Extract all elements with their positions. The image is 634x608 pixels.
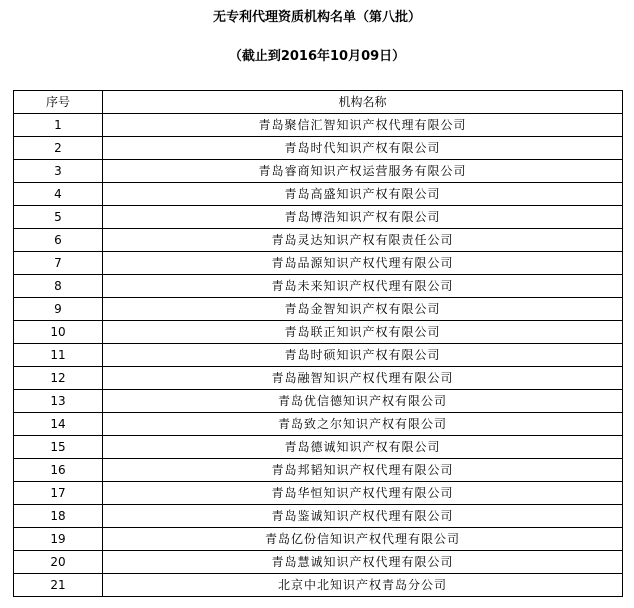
row-index: 7 <box>14 252 103 275</box>
table-row <box>14 459 623 482</box>
table-header-row <box>14 91 623 114</box>
row-org-name: 青岛华恒知识产权代理有限公司 <box>103 482 623 505</box>
row-org-name: 青岛时代知识产权有限公司 <box>103 137 623 160</box>
row-org-name: 青岛灵达知识产权有限责任公司 <box>103 229 623 252</box>
document-title: 无专利代理资质机构名单（第八批） <box>212 10 421 25</box>
row-index: 4 <box>14 183 103 206</box>
document-subtitle: （截止到2016年10月09日） <box>228 49 406 64</box>
table-row <box>14 229 623 252</box>
table-row <box>14 390 623 413</box>
header-index: 序号 <box>14 91 103 114</box>
row-org-name: 青岛高盛知识产权有限公司 <box>103 183 623 206</box>
row-index: 2 <box>14 137 103 160</box>
row-org-name: 青岛未来知识产权代理有限公司 <box>103 275 623 298</box>
row-index: 15 <box>14 436 103 459</box>
table-row <box>14 505 623 528</box>
table-row <box>14 252 623 275</box>
row-index: 18 <box>14 505 103 528</box>
row-org-name: 青岛邦韬知识产权代理有限公司 <box>103 459 623 482</box>
row-index: 20 <box>14 551 103 574</box>
row-org-name: 青岛亿份信知识产权代理有限公司 <box>103 528 623 551</box>
row-index: 5 <box>14 206 103 229</box>
row-org-name: 青岛睿商知识产权运营服务有限公司 <box>103 160 623 183</box>
table-row <box>14 436 623 459</box>
row-org-name: 青岛鉴诚知识产权代理有限公司 <box>103 505 623 528</box>
table-row <box>14 551 623 574</box>
row-index: 11 <box>14 344 103 367</box>
table-row <box>14 321 623 344</box>
organization-table <box>13 90 623 597</box>
row-index: 3 <box>14 160 103 183</box>
table-row <box>14 275 623 298</box>
row-org-name: 青岛聚信汇智知识产权代理有限公司 <box>103 114 623 137</box>
row-index: 19 <box>14 528 103 551</box>
row-index: 21 <box>14 574 103 597</box>
table-body <box>14 114 623 597</box>
table-row <box>14 482 623 505</box>
table-row <box>14 574 623 597</box>
row-index: 12 <box>14 367 103 390</box>
row-org-name: 青岛德诚知识产权有限公司 <box>103 436 623 459</box>
table-row <box>14 367 623 390</box>
row-org-name: 青岛金智知识产权有限公司 <box>103 298 623 321</box>
row-index: 14 <box>14 413 103 436</box>
table-row <box>14 183 623 206</box>
row-index: 6 <box>14 229 103 252</box>
table-row <box>14 114 623 137</box>
row-org-name: 北京中北知识产权青岛分公司 <box>103 574 623 597</box>
table-row <box>14 528 623 551</box>
row-org-name: 青岛融智知识产权代理有限公司 <box>103 367 623 390</box>
row-index: 9 <box>14 298 103 321</box>
row-org-name: 青岛时硕知识产权有限公司 <box>103 344 623 367</box>
row-org-name: 青岛优信德知识产权有限公司 <box>103 390 623 413</box>
row-org-name: 青岛联正知识产权有限公司 <box>103 321 623 344</box>
row-org-name: 青岛品源知识产权代理有限公司 <box>103 252 623 275</box>
table-row <box>14 137 623 160</box>
row-index: 1 <box>14 114 103 137</box>
table-row <box>14 206 623 229</box>
table-row <box>14 298 623 321</box>
table-row <box>14 413 623 436</box>
row-org-name: 青岛博浩知识产权有限公司 <box>103 206 623 229</box>
row-index: 16 <box>14 459 103 482</box>
table-row <box>14 160 623 183</box>
row-index: 8 <box>14 275 103 298</box>
row-org-name: 青岛慧诚知识产权代理有限公司 <box>103 551 623 574</box>
header-org-name: 机构名称 <box>103 91 623 114</box>
row-org-name: 青岛致之尔知识产权有限公司 <box>103 413 623 436</box>
row-index: 17 <box>14 482 103 505</box>
table-row <box>14 344 623 367</box>
row-index: 13 <box>14 390 103 413</box>
row-index: 10 <box>14 321 103 344</box>
